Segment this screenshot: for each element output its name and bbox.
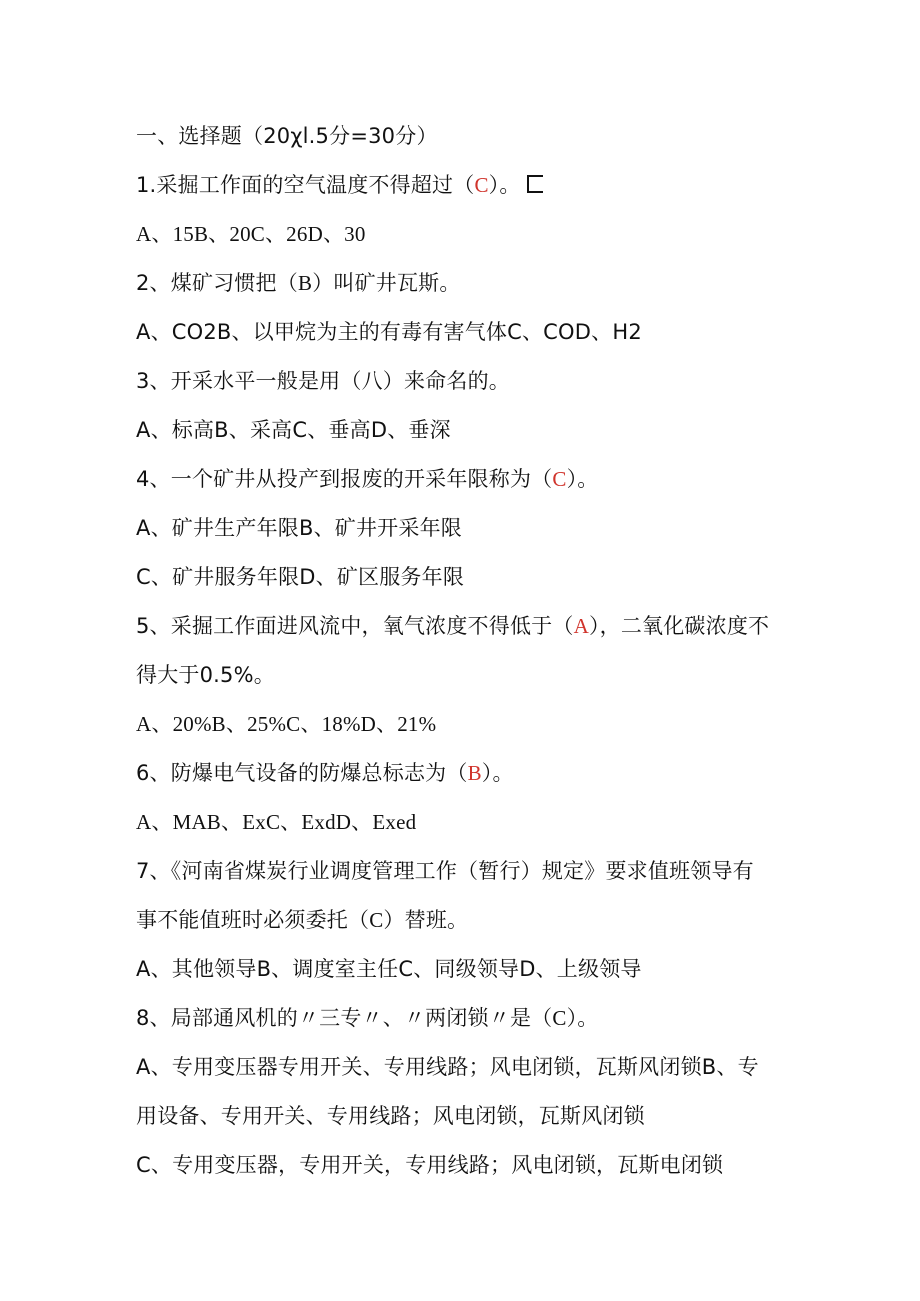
options-6: A、MAB、ExC、ExdD、Exed — [136, 810, 417, 834]
question-stem: 1.采掘工作面的空气温度不得超过（ — [136, 173, 475, 197]
question-stem-end: ）来命名的。 — [382, 369, 510, 393]
options-8a: A、专用变压器专用开关、专用线路；风电闭锁，瓦斯风闭锁B、专 — [136, 1055, 759, 1079]
answer-mark: 八 — [361, 369, 383, 393]
question-stem: 3、开采水平一般是用（ — [136, 369, 362, 393]
options-5: A、20%B、25%C、18%D、21% — [136, 712, 437, 736]
question-1 — [136, 161, 796, 210]
section-title: 一、选择题（20χl.5分=30分） — [136, 124, 438, 148]
question-2 — [136, 259, 796, 308]
answer-mark: C — [552, 467, 567, 491]
question-stem-end: ）替班。 — [383, 908, 469, 932]
question-3 — [136, 357, 796, 406]
question-stem-end: ）。 — [481, 761, 514, 785]
question-7-cont — [136, 896, 796, 945]
question-stem: 2、煤矿习惯把（ — [136, 271, 298, 295]
options-3: A、标高B、采高C、垂高D、垂深 — [136, 418, 451, 442]
question-7: 7、《河南省煤炭行业调度管理工作（暂行）规定》要求值班领导有 — [136, 859, 754, 883]
options-2: A、CO2B、以甲烷为主的有毒有害气体C、COD、H2 — [136, 320, 642, 344]
question-stem-end: ）。 — [488, 173, 521, 197]
options-8b: 用设备、专用开关、专用线路；风电闭锁，瓦斯风闭锁 — [136, 1104, 645, 1128]
options-4a: A、矿井生产年限B、矿井开采年限 — [136, 516, 462, 540]
options-1: A、15B、20C、26D、30 — [136, 222, 366, 246]
options-4b: C、矿井服务年限D、矿区服务年限 — [136, 565, 465, 589]
answer-mark: C — [552, 1006, 567, 1030]
question-4 — [136, 455, 796, 504]
answer-mark: C — [474, 173, 489, 197]
options-7: A、其他领导B、调度室主任C、同级领导D、上级领导 — [136, 957, 642, 981]
question-stem: 6、防爆电气设备的防爆总标志为（ — [136, 761, 468, 785]
question-stem-end: ），二氧化碳浓度不 — [588, 614, 770, 638]
question-stem-end: ）。 — [566, 467, 599, 491]
bracket-box-icon — [527, 175, 543, 193]
question-6 — [136, 749, 796, 798]
exam-page — [136, 112, 796, 1190]
question-stem: 事不能值班时必须委托（ — [136, 908, 370, 932]
question-stem: 5、采掘工作面进风流中，氧气浓度不得低于（ — [136, 614, 574, 638]
answer-mark: A — [573, 614, 589, 638]
question-5 — [136, 602, 796, 651]
question-stem-end: ）叫矿井瓦斯。 — [312, 271, 461, 295]
answer-mark: B — [297, 271, 313, 295]
answer-mark: C — [369, 908, 384, 932]
question-stem: 4、一个矿井从投产到报废的开采年限称为（ — [136, 467, 553, 491]
question-stem-end: ）。 — [566, 1006, 599, 1030]
question-5-cont: 得大于0.5%。 — [136, 663, 275, 687]
question-8 — [136, 994, 796, 1043]
options-8c: C、专用变压器，专用开关，专用线路；风电闭锁，瓦斯电闭锁 — [136, 1153, 724, 1177]
answer-mark: B — [467, 761, 482, 785]
question-stem: 8、局部通风机的〃三专〃、〃两闭锁〃是（ — [136, 1006, 553, 1030]
